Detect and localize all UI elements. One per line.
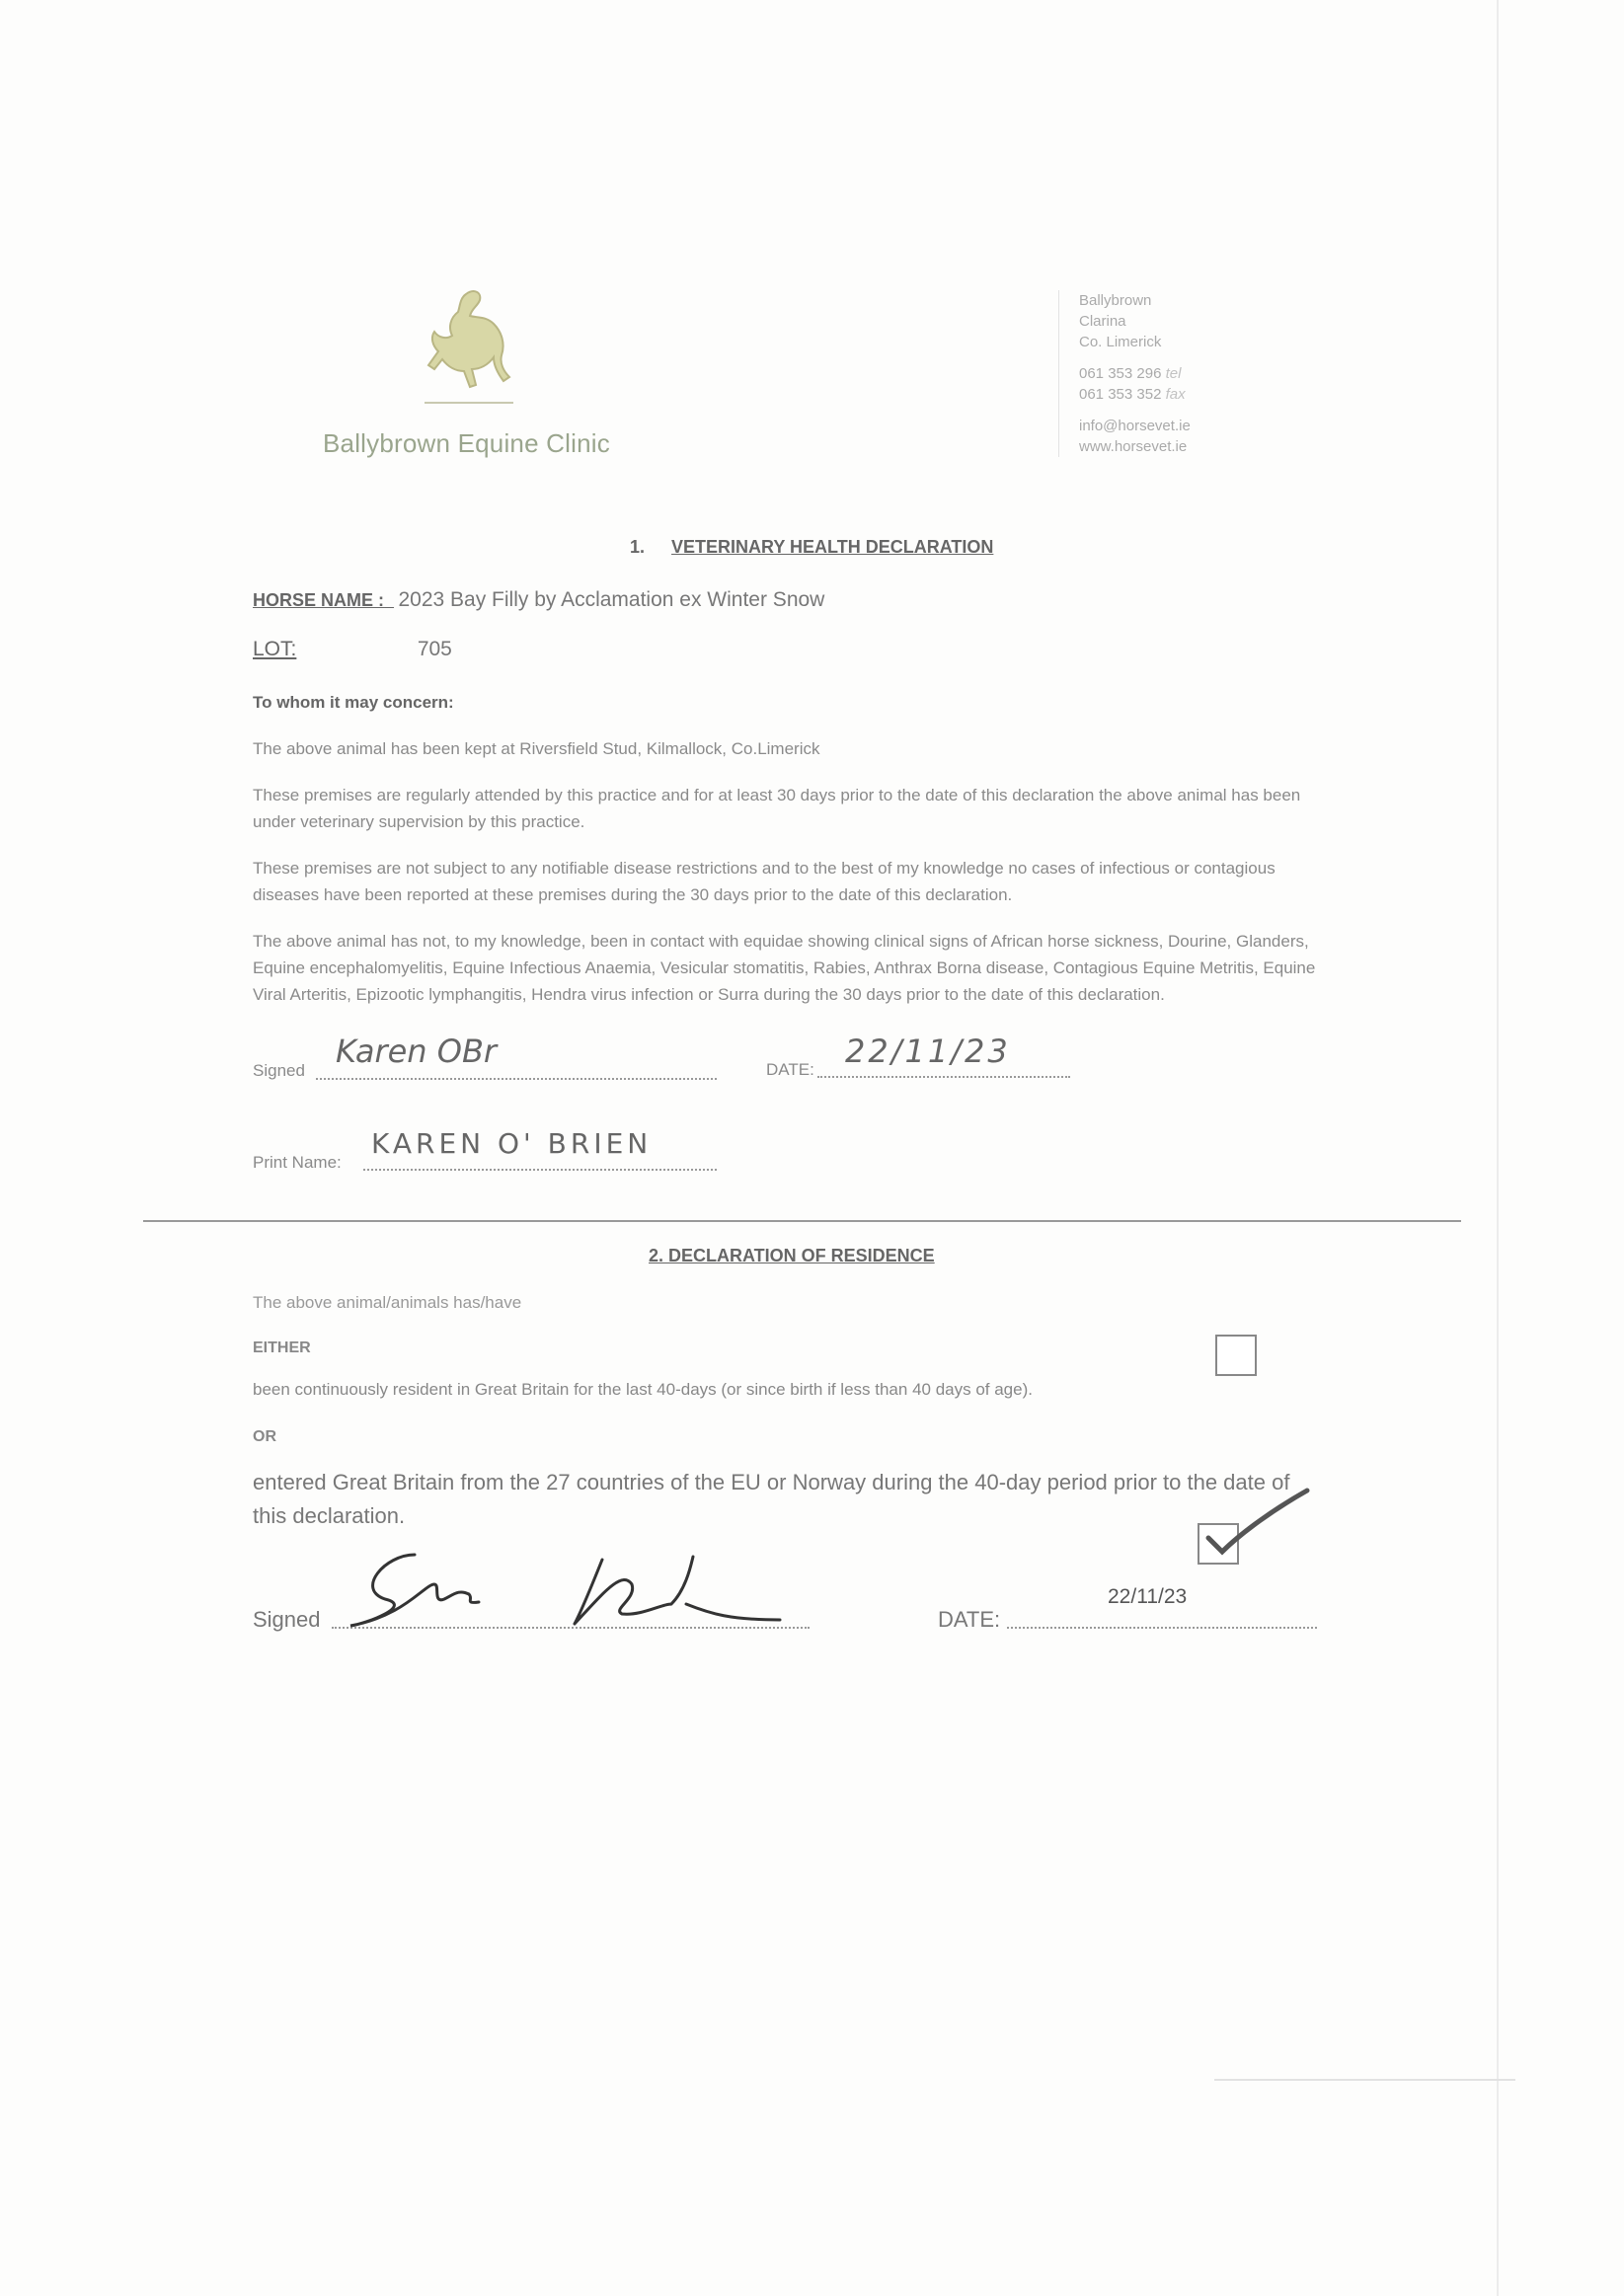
option1-text: been continuously resident in Great Britain for the last 40-days (or since birth if less than 40 days of age). [253, 1380, 1033, 1399]
signed-label: Signed [253, 1607, 321, 1632]
checkmark-icon [1199, 1481, 1317, 1569]
fax-number: 061 353 352 [1079, 386, 1162, 403]
section1-heading [630, 537, 993, 558]
paragraph: These premises are regularly attended by this practice and for at least 30 days prior to the date of this declaration the above animal has been under veterinary supervision by this practice. [253, 786, 1301, 831]
section2-title: 2. DECLARATION OF RESIDENCE [649, 1246, 935, 1265]
section1-number: 1. [630, 537, 646, 557]
email: info@horsevet.ie [1079, 418, 1191, 434]
or-label: OR [253, 1428, 276, 1445]
date-value: 22/11/23 [1108, 1585, 1188, 1608]
horse-name-row [253, 588, 824, 612]
applicant-signature [1, 1, 2, 2]
clinic-name: Ballybrown Equine Clinic [323, 428, 610, 458]
fax-suffix: fax [1165, 386, 1186, 403]
residence-intro: The above animal/animals has/have [253, 1293, 522, 1312]
address-line: Ballybrown [1079, 292, 1152, 309]
phone-number: 061 353 296 [1079, 365, 1162, 382]
lot-label: LOT: [253, 638, 297, 660]
fax-line [1079, 384, 1191, 405]
section-divider [143, 1220, 1461, 1222]
phone-suffix: tel [1165, 365, 1182, 382]
print-name-value: KAREN O' BRIEN [371, 1127, 653, 1160]
paragraph: The above animal has been kept at Riversfield Stud, Kilmallock, Co.Limerick [253, 739, 820, 758]
clinic-address-block [1058, 290, 1191, 457]
lot-row [253, 638, 452, 661]
website: www.horsevet.ie [1079, 438, 1188, 455]
option2-text: entered Great Britain from the 27 countries of the EU or Norway during the 40-day period prior to the date of this declaration. [253, 1470, 1290, 1528]
scan-artifact-line [1214, 2079, 1515, 2081]
date-label: DATE: [938, 1607, 1001, 1632]
print-name-label: Print Name: [253, 1153, 342, 1172]
lot-value: 705 [417, 638, 452, 660]
either-label: EITHER [253, 1339, 311, 1356]
paragraph: The above animal has not, to my knowledge, been in contact with equidae showing clinical signs of African horse sickness, Dourine, Glanders, Equine encephalomyelitis, Equine Infectious Anaemia, Vesicular stomatitis, Rabies, Anthrax Borna disease, Contagious Equine Metritis, Equine Viral Arteritis, Epizootic lymphangitis, Hendra virus infection or Surra during the 30 days prior to the date of this declaration. [253, 932, 1316, 1004]
horse-name-label: HORSE NAME : [253, 590, 385, 610]
vet-signature: Karen OBr [336, 1033, 498, 1070]
option1-checkbox[interactable] [1215, 1335, 1257, 1376]
clinic-logo [306, 286, 632, 474]
phone-line [1079, 363, 1191, 384]
horse-logo-icon [415, 286, 523, 415]
address-line: Co. Limerick [1079, 334, 1162, 350]
paragraph: These premises are not subject to any notifiable disease restrictions and to the best of my knowledge no cases of infectious or contagious diseases have been reported at these premises during the 30 days prior to the date of this declaration. [253, 859, 1276, 904]
address-line: Clarina [1079, 313, 1126, 330]
horse-name-value: 2023 Bay Filly by Acclamation ex Winter Snow [398, 588, 825, 611]
section1-title: VETERINARY HEALTH DECLARATION [671, 537, 994, 557]
salutation: To whom it may concern: [253, 693, 454, 712]
scan-edge [1497, 0, 1499, 2296]
signed-label: Signed [253, 1061, 305, 1080]
signature-scribble [346, 1545, 790, 1634]
date-label: DATE: [766, 1060, 814, 1079]
date-value: 22/11/23 [845, 1033, 1011, 1070]
